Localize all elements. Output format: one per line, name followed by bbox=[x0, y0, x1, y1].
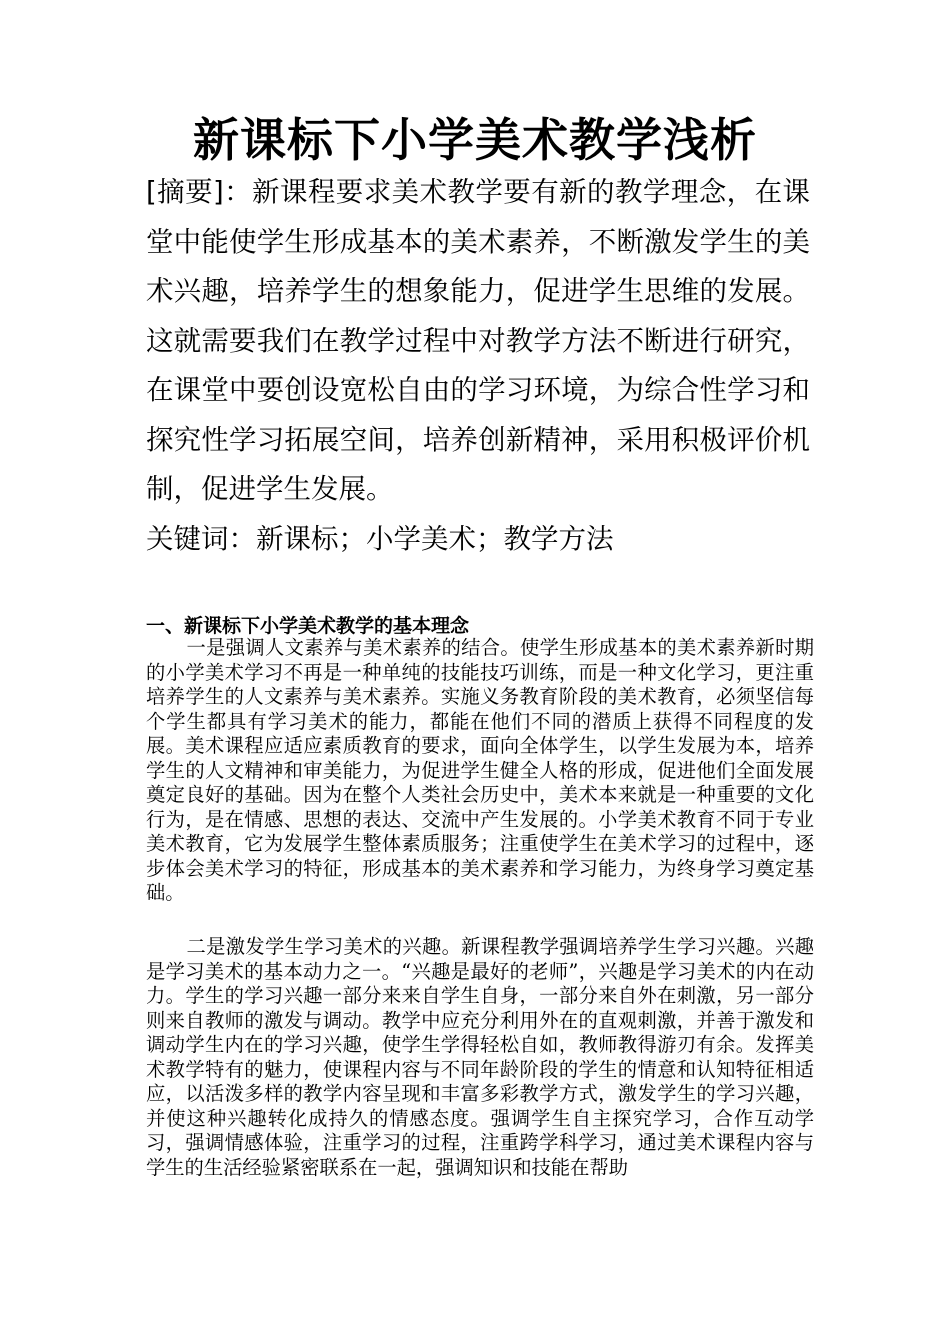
body-paragraph-1: 一是强调人文素养与美术素养的结合。使学生形成基本的美术素养新时期的小学美术学习不再是一种单纯的技能技巧训练，而是一种文化学习，更注重培养学生的人文素养与美术素养。实施义务教育阶段的美术教育，必须坚信每个学生都具有学习美术的能力，都能在他们不同的潜质上获得不同程度的发展。美术课程应适应素质教育的要求，面向全体学生，以学生发展为本，培养学生的人文精神和审美能力，为促进学生健全人格的形成，促进他们全面发展奠定良好的基础。因为在整个人类社会历史中，美术本来就是一种重要的文化行为，是在情感、思想的表达、交流中产生发展的。小学美术教育不同于专业美术教育，它为发展学生整体素质服务；注重使学生在美术学习的过程中，逐步体会美术学习的特征，形成基本的美术素养和学习能力，为终身学习奠定基础。 bbox=[146, 636, 814, 904]
keywords-text: 关键词：新课标；小学美术；教学方法 bbox=[146, 523, 614, 555]
document-title: 新课标下小学美术教学浅析 bbox=[193, 113, 757, 167]
abstract-text: [摘要]：新课程要求美术教学要有新的教学理念，在课堂中能使学生形成基本的美术素养，不断激发学生的美术兴趣，培养学生的想象能力，促进学生思维的发展。这就需要我们在教学过程中对教学方法不断进行研究，在课堂中要创设宽松自由的学习环境，为综合性学习和探究性学习拓展空间，培养创新精神，采用积极评价机制，促进学生发展。 bbox=[146, 176, 810, 505]
body-paragraph-2: 二是激发学生学习美术的兴趣。新课程教学强调培养学生学习兴趣。兴趣是学习美术的基本动力之一。“兴趣是最好的老师”，兴趣是学习美术的内在动力。学生的学习兴趣一部分来来自学生自身，一部分来自外在刺激，另一部分则来自教师的激发与调动。教学中应充分利用外在的直观刺激，并善于激发和调动学生内在的学习兴趣，使学生学得轻松自如，教师教得游刃有余。发挥美术教学特有的魅力，使课程内容与不同年龄阶段的学生的情意和认知特征相适应，以活泼多样的教学内容呈现和丰富多彩教学方式，激发学生的学习兴趣，并使这种兴趣转化成持久的情感态度。强调学生自主探究学习，合作互动学习，强调情感体验，注重学习的过程，注重跨学科学习，通过美术课程内容与学生的生活经验紧密联系在一起，强调知识和技能在帮助 bbox=[146, 935, 814, 1179]
section-heading: 一、新课标下小学美术教学的基本理念 bbox=[146, 615, 470, 637]
